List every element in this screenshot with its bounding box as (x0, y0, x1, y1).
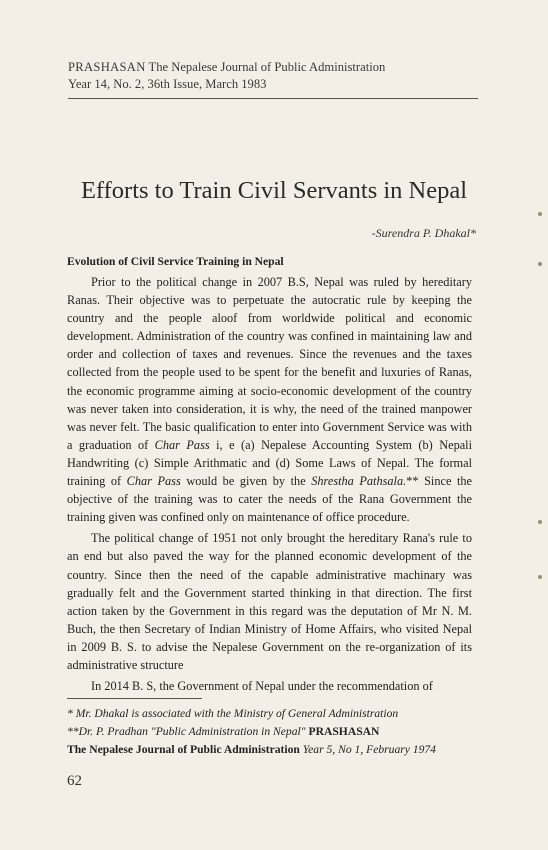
p1-text-b: i, e (a) Nepalese Accounting System (b) Nepali Handwriting (c) Simple Arithmatic and (d) Some Laws of Nepal. The formal training of (67, 437, 473, 489)
p1-text-c: would be given by the (180, 474, 312, 489)
header-rule (68, 98, 478, 99)
page-number: 62 (67, 773, 82, 789)
shrestha-pathsala-term: Shrestha Pathsala. (311, 474, 407, 489)
article-author: -Surendra P. Dhakal* (371, 226, 476, 240)
footnote-rule (67, 698, 202, 699)
journal-brand: PRASHASAN (68, 60, 146, 74)
journal-name: The Nepalese Journal of Public Administration (148, 60, 386, 74)
margin-speck (538, 212, 542, 216)
p1-text-a: Prior to the political change in 2007 B.S, Nepal was ruled by hereditary Ranas. Their objective was to perpetuate the autocratic rule by keeping the country and the people aloof from worldwide political and economic development. Administration of the country was confined in maintaining law and order and collection of taxes and revenues. Since the revenues and the taxes collected from the people used to be spent for the benefit and luxuries of Ranas, the economic programme aiming at socio-economic development of the country was never taken into consideration, it is why, the need of the trained manpower was never felt. The basic qualification to enter into Government Service was with a graduation of (67, 275, 472, 452)
char-pass-term: Char Pass (154, 437, 210, 452)
section-heading: Evolution of Civil Service Training in Nepal (67, 255, 284, 268)
issue-line: Year 14, No. 2, 36th Issue, March 1983 (68, 77, 267, 91)
journal-header (68, 59, 448, 93)
footnote-3-issue: Year 5, No 1, February 1974 (299, 743, 436, 756)
footnote-1-text: * Mr. Dhakal is associated with the Ministry of General Administration (67, 707, 399, 720)
article-title: Efforts to Train Civil Servants in Nepal (80, 177, 468, 204)
margin-speck (538, 520, 542, 524)
paragraph-3: In 2014 B. S, the Government of Nepal under the recommendation of (91, 679, 433, 694)
footnote-3-journal: The Nepalese Journal of Public Administration (67, 743, 300, 756)
char-pass-term-2: Char Pass (126, 474, 181, 489)
footnote-1 (67, 705, 477, 723)
p1-text-d: ** Since the objective of the training was to cater the needs of the Rana Government the training given was confined only on maintenance of office procedure. (67, 474, 473, 525)
journal-title-line (68, 59, 448, 76)
footnotes (67, 705, 477, 759)
article-body (67, 273, 472, 695)
margin-speck (538, 262, 542, 266)
paragraph-1 (67, 273, 472, 526)
footnote-3 (67, 741, 477, 759)
paragraph-2: The political change of 1951 not only brought the hereditary Rana's rule to an end but also paved the way for the planned economic development of the country. Since then the need of the capable administrative machinary was gradually felt and the Government started thinking in that direction. The first action taken by the Government in this regard was the deputation of Mr N. M. Buch, the then Secretary of Indian Ministry of Home Affairs, who visited Nepal in 2009 B. S. to advise the Nepalese Government on the re-organization of its administrative structure (67, 531, 472, 672)
margin-speck (538, 575, 542, 579)
footnote-2 (67, 723, 477, 741)
footnote-2-citation: **Dr. P. Pradhan "Public Administration in Nepal" (67, 725, 306, 738)
footnote-2-journal: PRASHASAN (305, 725, 380, 738)
